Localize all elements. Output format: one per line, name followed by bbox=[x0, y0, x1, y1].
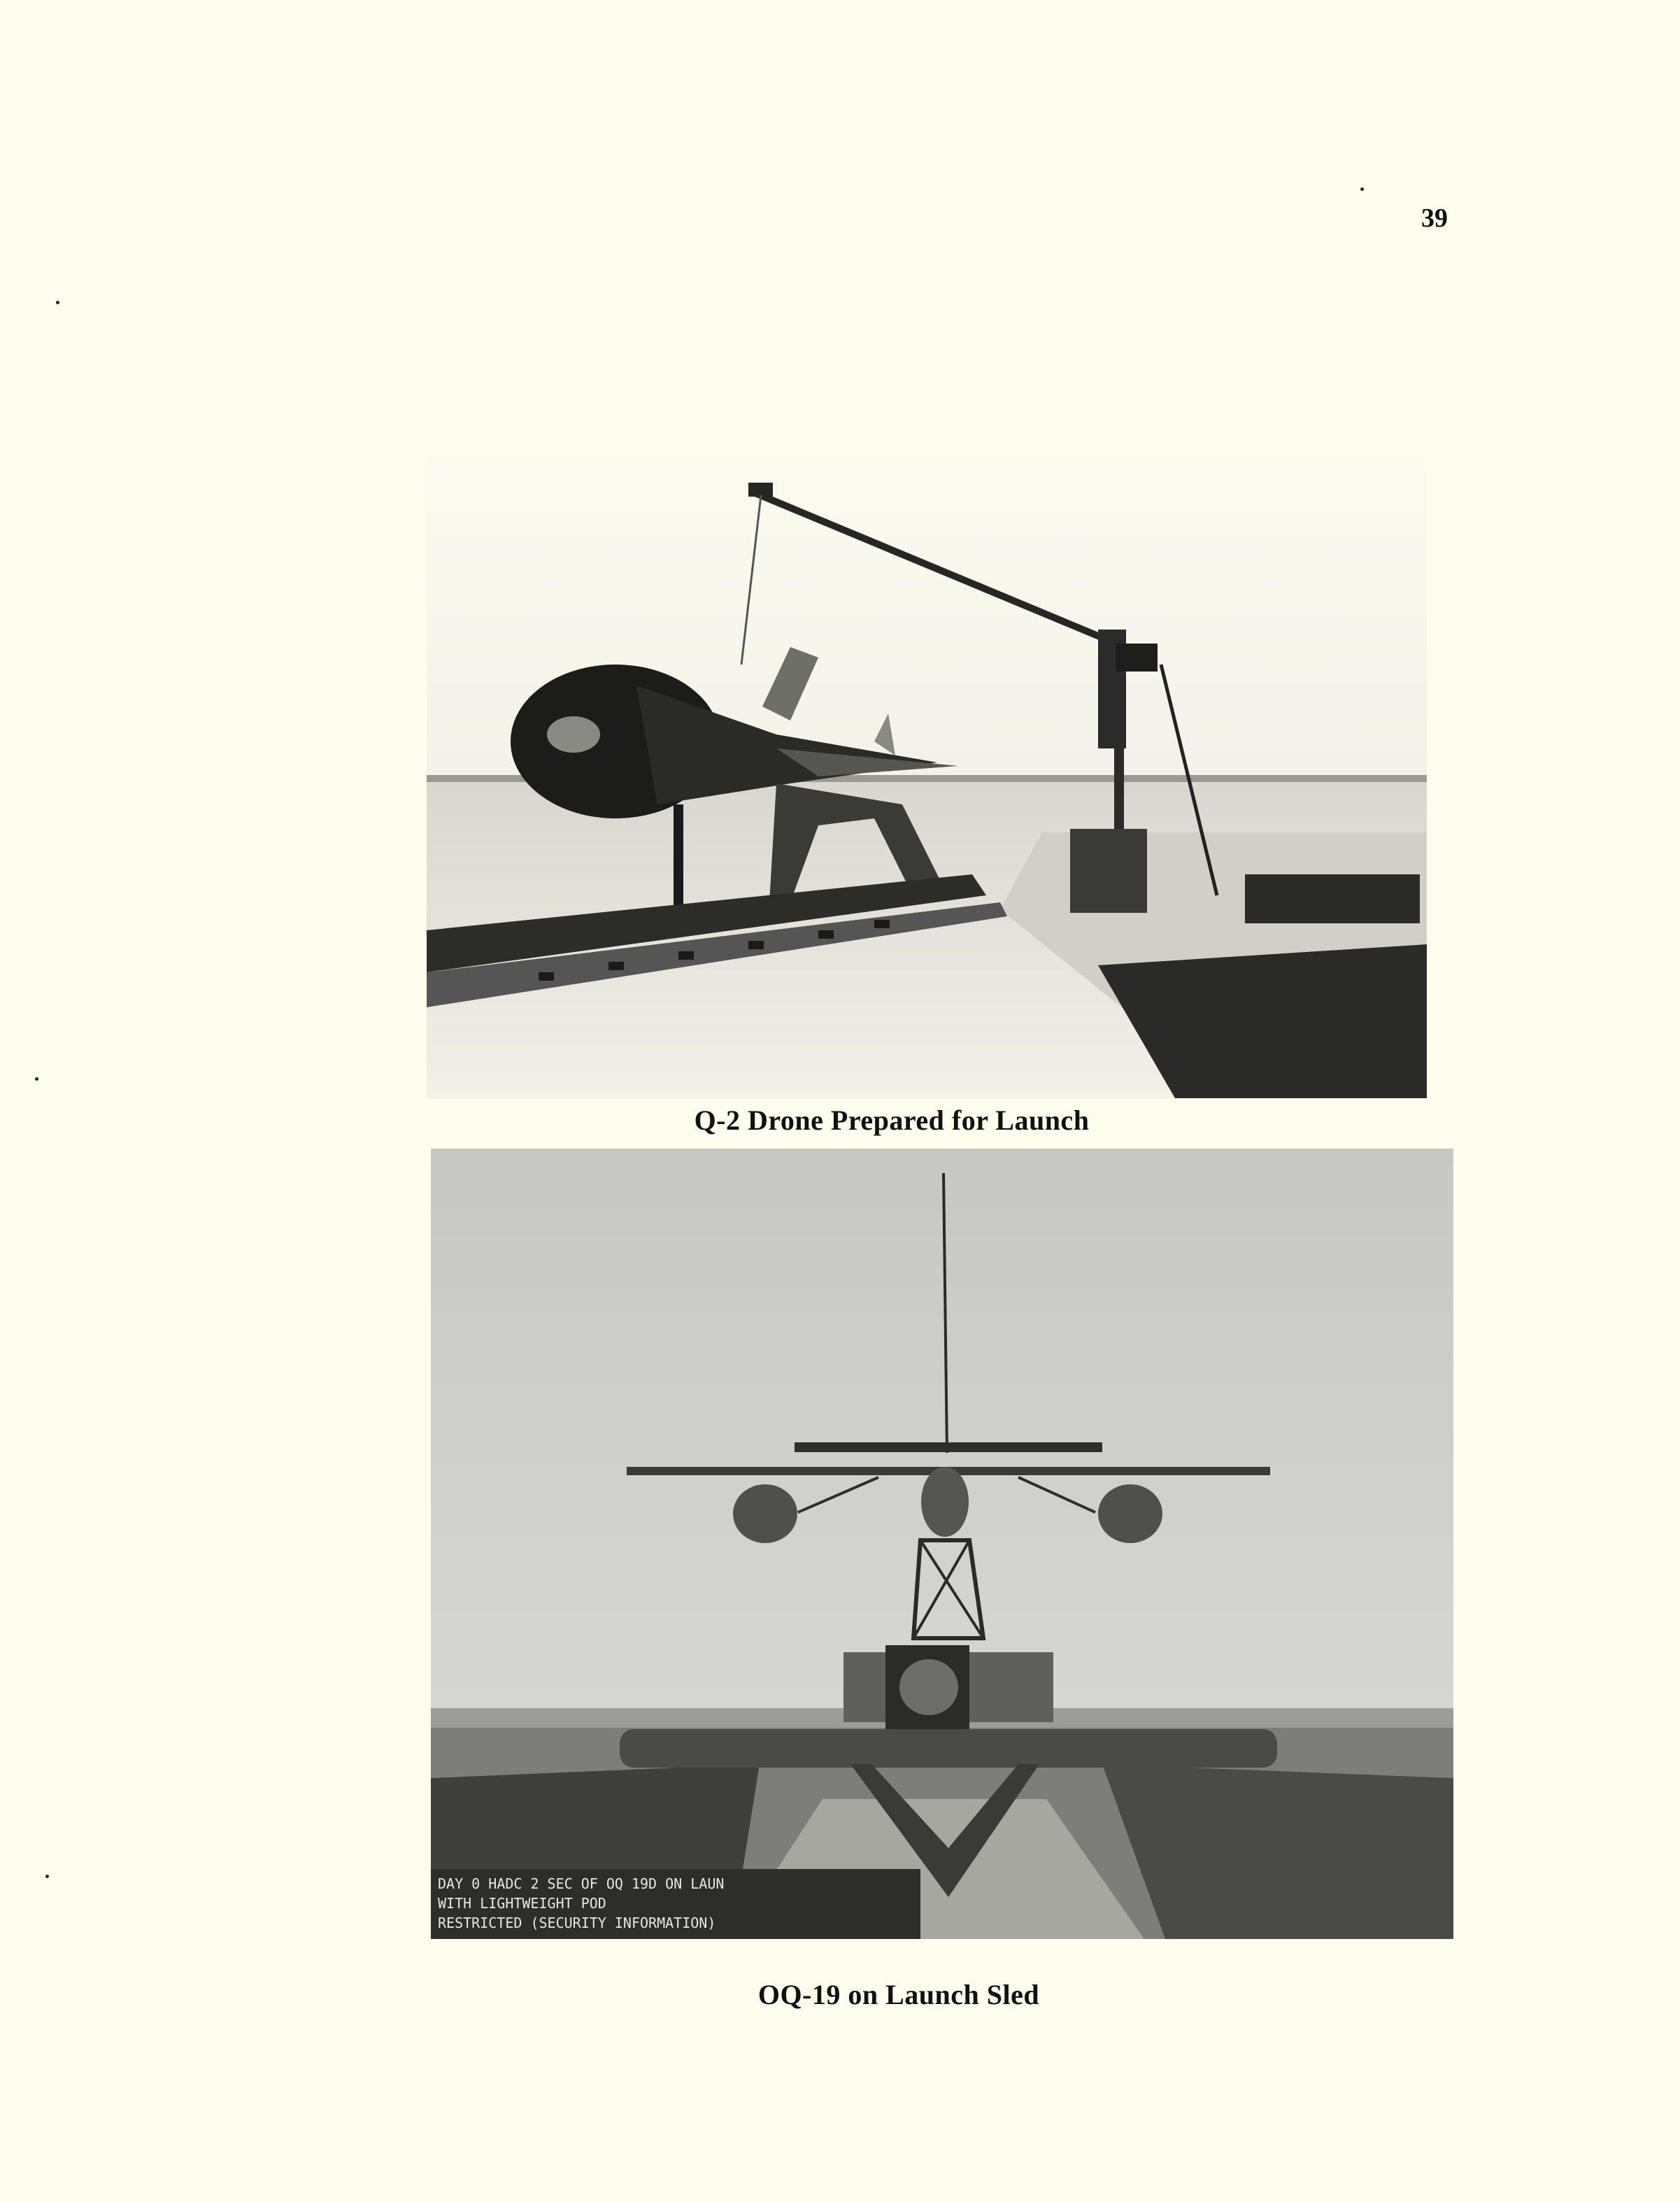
scan-speck bbox=[35, 1077, 38, 1081]
photo-stamp-line-1: DAY 0 HADC 2 SEC OF OQ 19D ON LAUN bbox=[438, 1875, 725, 1892]
figure-caption-oq19: OQ-19 on Launch Sled bbox=[757, 1979, 1040, 2010]
q2-drone-photo bbox=[427, 455, 1427, 1098]
oq19-launch-sled-photo bbox=[431, 1149, 1453, 1939]
figure-caption-q2: Q-2 Drone Prepared for Launch bbox=[694, 1104, 1090, 1136]
scan-speck bbox=[45, 1875, 49, 1878]
scan-speck bbox=[56, 301, 59, 304]
scan-speck bbox=[1360, 187, 1364, 191]
photo-stamp-line-2: WITH LIGHTWEIGHT POD bbox=[438, 1895, 606, 1912]
page-number: 39 bbox=[1421, 204, 1448, 233]
photo-stamp-line-3: RESTRICTED (SECURITY INFORMATION) bbox=[438, 1915, 716, 1931]
